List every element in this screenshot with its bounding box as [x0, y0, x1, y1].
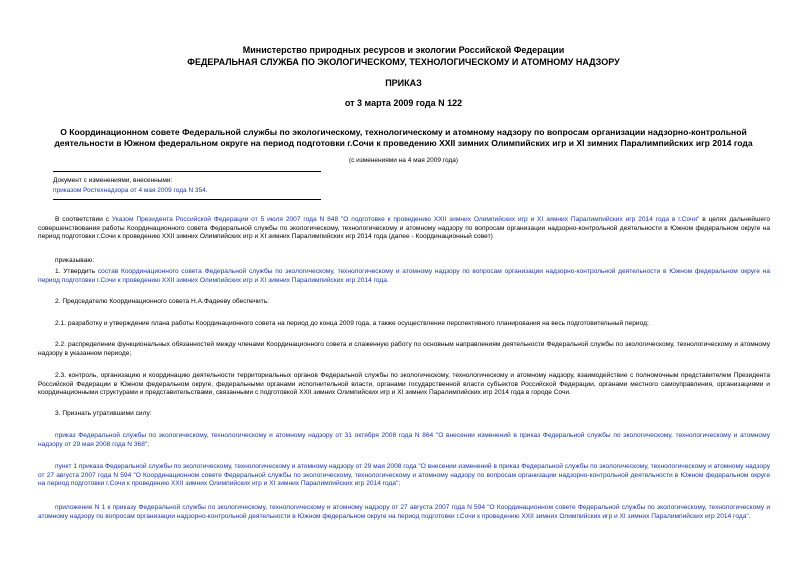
revisions-bottom-divider	[53, 199, 321, 200]
document-title-line1: О Координационном совете Федеральной службы по экологическому, технологическому и атомному надзору по вопросам организации надзорно-контрольной	[60, 127, 747, 137]
repealed-annex-594-link[interactable]: приложение N 1 к приказу Федеральной службы по экологическому, технологическому и атомному надзору от 27 августа 2007 года N 594 "О Координационном совете Федеральной службы по экологическому, технологическому и атомному надзору по вопросам организации надзорно-контрольной деятельности в Южном федеральном округе на период подготовки г.Сочи к проведению XXII зимних Олимпийских игр и XI зимних Паралимпийских игр 2014 года".	[38, 504, 770, 520]
repealed-order-864-link[interactable]: приказ Федеральной службы по экологическому, технологическому и атомному надзору от 31 октября 2008 года N 864 "О внесении изменений в приказ Федеральной службы по экологическому, технологическому и атомному надзору от 29 мая 2008 года N 368";	[38, 432, 770, 448]
service-name: ФЕДЕРАЛЬНАЯ СЛУЖБА ПО ЭКОЛОГИЧЕСКОМУ, ТЕХНОЛОГИЧЕСКОМУ И АТОМНОМУ НАДЗОРУ	[187, 57, 620, 67]
document-title-line2: деятельности в Южном федеральном округе на период подготовки г.Сочи к проведению XXII зимних Олимпийских игр и XI зимних Паралимпийских игр 2014 года	[54, 138, 753, 148]
paragraph-preamble: В соответствии с Указом Президента Российской Федерации от 5 июля 2007 года N 848 "О подготовке к проведению XXII зимних Олимпийских игр и XI зимних Паралимпийских игр 2014 года в г.Сочи" в целях дальнейшего совершенствования работы Координационного совета Федеральной службы по экологическому, технологическому и атомному надзору по вопросам организации надзорно-контрольной деятельности в Южном федеральном округе на период подготовки г.Сочи к проведению XXII зимних Олимпийских игр и XI зимних Паралимпийских игр 2014 года (далее - Координационный совет)	[38, 216, 770, 241]
revisions-label: Документ с изменениями, внесенными:	[53, 177, 173, 184]
repealed-order-368-link[interactable]: пункт 1 приказа Федеральной службы по экологическому, технологическому и атомному надзору от 29 мая 2008 года "О внесении изменений в приказ Федеральной службы по экологическому, технологическому и атомному надзору от 27 августа 2007 года N 594 "О Координационном совете Федеральной службы по экологическому, технологическому и атомному надзору по вопросам организации надзорно-контрольной деятельности в Южном федеральном округе на период подготовки г.Сочи к проведению XXII зимних Олимпийских игр и XI зимних Паралимпийских игр 2014 года";	[38, 463, 770, 488]
paragraph-2-3: 2.3. контроль, организацию и координацию деятельности территориальных органов Федеральной службы по экологическому, технологическому и атомному надзору, взаимодействие с полномочным представителем Президента Российской Федерации в Южном федеральном округе, федеральными органами исполнительной власти, органами государственной власти субъектов Российской Федерации, органами местного самоуправления, организациями и координационными структурами и представительствами, связанными с подготовкой XXII зимних Олимпийских игр и XI зимних Паралимпийских игр 2014 года в городе Сочи.	[38, 372, 770, 397]
paragraph-2: 2. Председателю Координационного совета Н.А.Фадееву обеспечить:	[55, 298, 269, 305]
decree-link[interactable]: Указом Президента Российской Федерации от 5 июля 2007 года N 848 "О подготовке к проведению XXII зимних Олимпийских игр и XI зимних Паралимпийских игр 2014 года в г.Сочи"	[111, 216, 700, 223]
council-composition-link[interactable]: состав Координационного совета Федеральной службы по экологическому, технологическому и атомному надзору по вопросам организации надзорно-контрольной деятельности в Южном федеральном округе на период подготовки г.Сочи к проведению XXII зимних Олимпийских игр и XI зимних Паралимпийских игр 2014 года.	[38, 268, 770, 284]
document-type: ПРИКАЗ	[385, 78, 422, 88]
revisions-top-divider	[53, 171, 321, 172]
paragraph-1: 1. Утвердить состав Координационного совета Федеральной службы по экологическому, технологическому и атомному надзору по вопросам организации надзорно-контрольной деятельности в Южном федеральном округе на период подготовки г.Сочи к проведению XXII зимних Олимпийских игр и XI зимних Паралимпийских игр 2014 года.	[38, 268, 770, 284]
changes-note: (с изменениями на 4 мая 2009 года)	[348, 157, 459, 164]
paragraph-2-2: 2.2. распределение функциональных обязанностей между членами Координационного совета и слаженную работу по основным направлениям деятельности Федеральной службы по экологическому, технологическому и атомному надзору в указанном периоде;	[38, 341, 770, 357]
paragraph-2-1: 2.1. разработку и утверждение плана работы Координационного совета на период до конца 2009 года, а также осуществление перспективного планирования на весь подготовительный период;	[55, 320, 649, 327]
document-date-number: от 3 марта 2009 года N 122	[344, 98, 463, 108]
paragraph-3: 3. Признать утратившими силу:	[55, 410, 152, 417]
revisions-link[interactable]: приказом Ростехнадзора от 4 мая 2009 года N 354.	[53, 187, 208, 194]
ministry-name: Министерство природных ресурсов и экологии Российской Федерации	[242, 45, 565, 55]
paragraph-order: приказываю:	[55, 257, 95, 264]
